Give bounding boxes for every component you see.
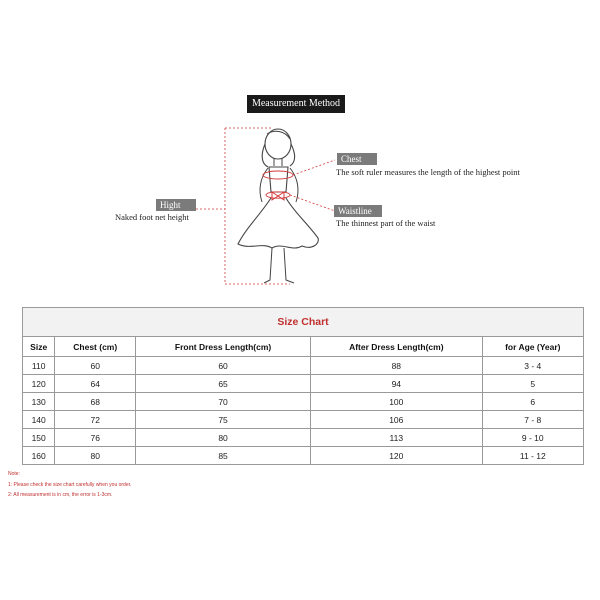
cell-chest: 80 (55, 447, 136, 465)
cell-size: 130 (23, 393, 55, 411)
cell-front-length: 65 (136, 375, 311, 393)
chest-label: Chest (337, 153, 377, 165)
cell-age: 5 (482, 375, 583, 393)
cell-after-length: 113 (311, 429, 483, 447)
note-item-1: 1: Please check the size chart carefully when you order. (8, 482, 132, 488)
column-header-age: for Age (Year) (482, 337, 583, 357)
cell-front-length: 70 (136, 393, 311, 411)
cell-front-length: 60 (136, 357, 311, 375)
cell-after-length: 88 (311, 357, 483, 375)
cell-chest: 72 (55, 411, 136, 429)
cell-after-length: 106 (311, 411, 483, 429)
cell-after-length: 94 (311, 375, 483, 393)
cell-chest: 60 (55, 357, 136, 375)
cell-size: 110 (23, 357, 55, 375)
size-chart (22, 307, 584, 462)
cell-chest: 76 (55, 429, 136, 447)
chest-description: The soft ruler measures the length of the highest point (336, 167, 520, 177)
cell-size: 140 (23, 411, 55, 429)
table-row (23, 411, 584, 429)
cell-age: 3 - 4 (482, 357, 583, 375)
cell-front-length: 75 (136, 411, 311, 429)
cell-chest: 64 (55, 375, 136, 393)
table-row (23, 429, 584, 447)
size-chart-title: Size Chart (23, 308, 584, 337)
column-header-size: Size (23, 337, 55, 357)
cell-chest: 68 (55, 393, 136, 411)
note-item-2: 2: All measurement is in cm, the error is 1-3cm. (8, 492, 113, 498)
cell-front-length: 85 (136, 447, 311, 465)
table-row (23, 447, 584, 465)
cell-size: 120 (23, 375, 55, 393)
cell-front-length: 80 (136, 429, 311, 447)
cell-after-length: 120 (311, 447, 483, 465)
cell-size: 150 (23, 429, 55, 447)
column-header-after-length: After Dress Length(cm) (311, 337, 483, 357)
table-row (23, 375, 584, 393)
cell-age: 11 - 12 (482, 447, 583, 465)
cell-age: 9 - 10 (482, 429, 583, 447)
size-chart-table (22, 307, 584, 465)
table-header-row (23, 337, 584, 357)
waistline-description: The thinnest part of the waist (336, 218, 436, 228)
table-row (23, 393, 584, 411)
cell-age: 7 - 8 (482, 411, 583, 429)
height-label: Hight (156, 199, 196, 211)
height-description: Naked foot net height (115, 212, 189, 222)
note-title: Note: (8, 471, 20, 477)
cell-age: 6 (482, 393, 583, 411)
waistline-label: Waistline (334, 205, 382, 217)
column-header-front-length: Front Dress Length(cm) (136, 337, 311, 357)
cell-after-length: 100 (311, 393, 483, 411)
table-row (23, 357, 584, 375)
measurement-method-title: Measurement Method (247, 95, 345, 113)
column-header-chest: Chest (cm) (55, 337, 136, 357)
cell-size: 160 (23, 447, 55, 465)
